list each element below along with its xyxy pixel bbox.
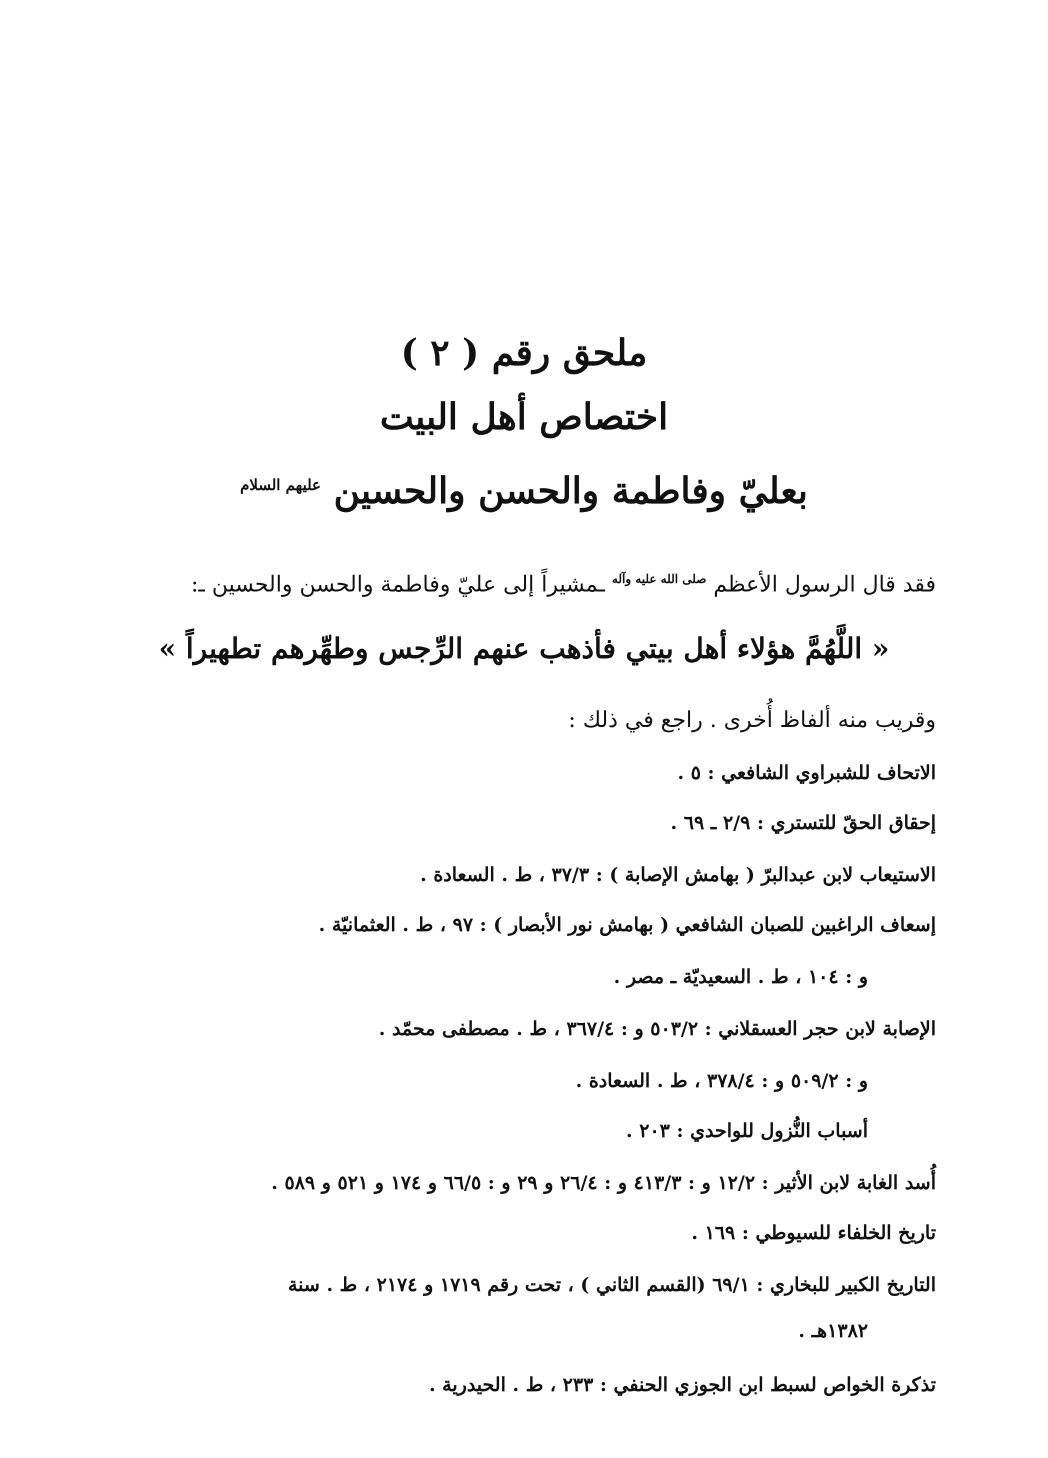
reference-item: إحقاق الحقّ للتستري : ٢/٩ ـ ٦٩ . [670,812,936,834]
see-also-line: وقريب منه ألفاظ أُخرى . راجع في ذلك : [568,708,936,733]
reference-item-continuation: ١٣٨٢هـ . [798,1320,868,1342]
subtitle-text: بعليّ وفاطمة والحسن والحسين [333,470,808,512]
reference-item: أُسد الغابة لابن الأثير : ١٢/٢ و : ٤١٣/٣ و : ٢٦/٤ و ٢٩ و : ٦٦/٥ و ١٧٤ و ٥٢١ و ٥٨٩ . [271,1172,936,1194]
intro-text-before: فقد قال الرسول الأعظم [713,572,936,598]
intro-blessing: صلى الله عليه وآله [611,572,707,586]
subtitle-blessing: عليهم السلام [240,476,322,494]
reference-item: و : ١٠٤ ، ط . السعيديّة ـ مصر . [613,966,868,988]
reference-item: الاتحاف للشبراوي الشافعي : ٥ . [677,762,936,784]
reference-item: أسباب النُّزول للواحدي : ٢٠٣ . [626,1120,868,1142]
reference-item: إسعاف الراغبين للصبان الشافعي ( بهامش نور الأبصار ) : ٩٧ ، ط . العثمانيّة . [318,914,936,936]
appendix-number: ملحق رقم ( ٢ ) [400,332,648,374]
intro-text-after: ـمشيراً إلى عليّ وفاطمة والحسن والحسين ـ: [190,572,605,598]
page-title: اختصاص أهل البيت [379,396,669,438]
reference-item: التاريخ الكبير للبخاري : ٦٩/١ (القسم الثاني ) ، تحت رقم ١٧١٩ و ٢١٧٤ ، ط . سنة [288,1274,936,1296]
page-subtitle [0,470,1048,513]
reference-item: تذكرة الخواص لسبط ابن الجوزي الحنفي : ٢٣٣ ، ط . الحيدرية . [428,1374,936,1396]
intro-paragraph [191,572,936,599]
hadith-quote: « اللَّهُمَّ هؤلاء أهل بيتي فأذهب عنهم الرِّجس وطهِّرهم تطهيراً » [158,632,890,665]
reference-item: الاستيعاب لابن عبدالبرّ ( بهامش الإصابة ) : ٣٧/٣ ، ط . السعادة . [420,864,936,886]
reference-item: تاريخ الخلفاء للسيوطي : ١٦٩ . [691,1222,936,1244]
reference-item: الإصابة لابن حجر العسقلاني : ٥٠٣/٢ و : ٣٦٧/٤ ، ط . مصطفى محمّد . [378,1018,936,1040]
reference-item: و : ٥٠٩/٢ و : ٣٧٨/٤ ، ط . السعادة . [575,1070,868,1092]
